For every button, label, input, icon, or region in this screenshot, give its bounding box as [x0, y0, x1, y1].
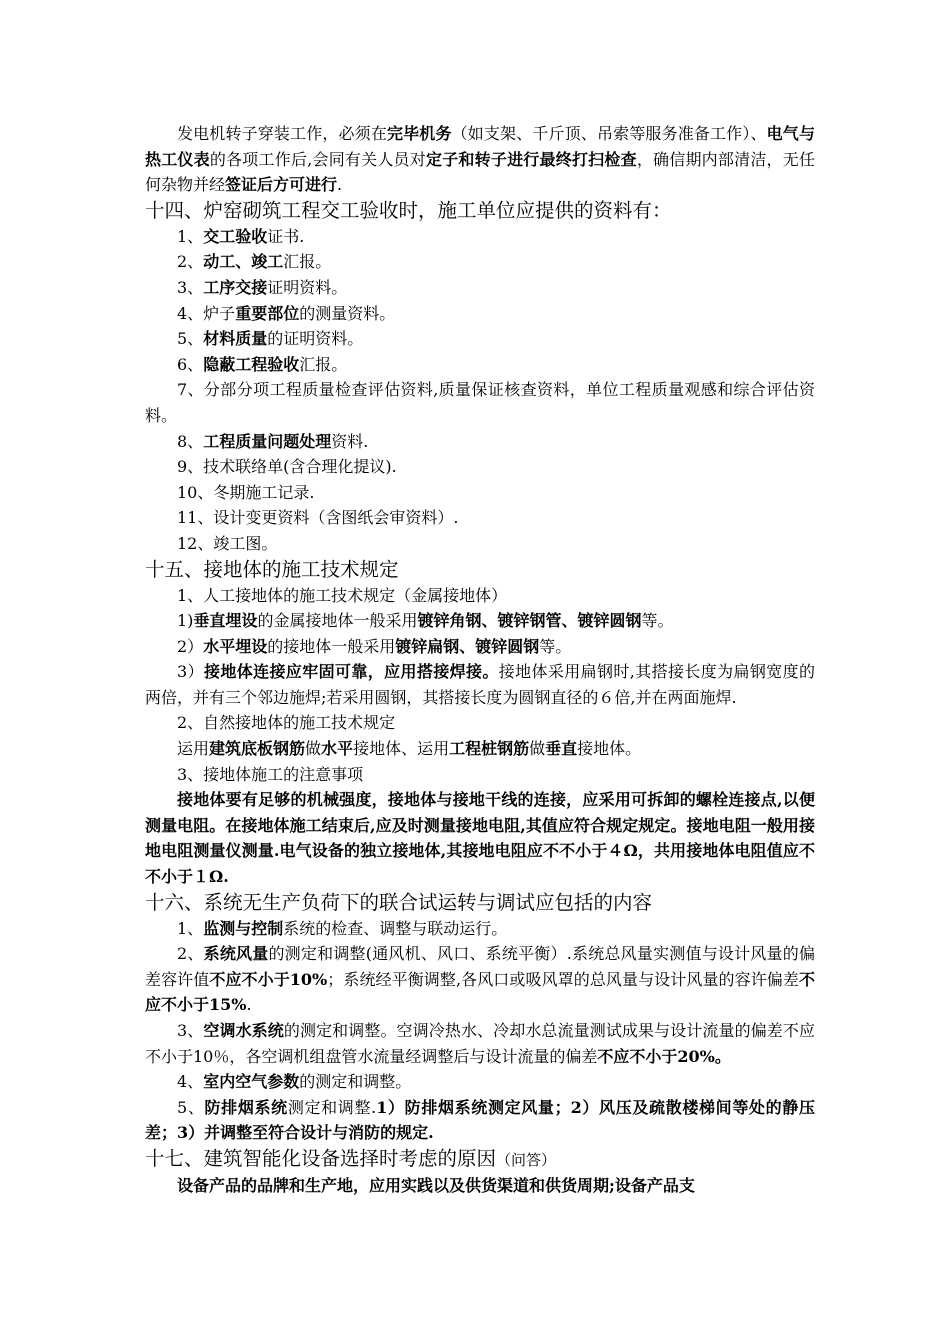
- paragraph-generator-rotor: [145, 121, 815, 198]
- list-item-16-3: 3、空调水系统的测定和调整。空调冷热水、冷却水总流量测试成果与设计流量的偏差不应不小于10％，各空调机组盘管水流量经调整后与设计流量的偏差不应不小于20%。: [145, 1021, 815, 1066]
- list-item-15-1-3: 3）接地体连接应牢固可靠，应用搭接焊接。接地体采用扁钢时,其搭接长度为扁钢宽度的两倍，并有三个邻边施焊;若采用圆钢，其搭接长度为圆钢直径的６倍,并在两面施焊.: [145, 662, 815, 707]
- heading-section-17: 十七、建筑智能化设备选择时考虑的原因（问答）: [145, 1146, 557, 1170]
- text: .: [337, 175, 343, 195]
- subheading-15-2: 2、自然接地体的施工技术规定: [177, 713, 396, 733]
- heading-section-16: 十六、系统无生产负荷下的联合试运转与调试应包括的内容: [145, 890, 653, 914]
- list-item-16-5: 5、防排烟系统测定和调整.1）防排烟系统测定风量；2）风压及疏散楼梯间等处的静压差；3）并调整至符合设计与消防的规定.: [145, 1097, 815, 1143]
- list-item-14-3: 3、工序交接证明资料。: [177, 277, 348, 297]
- list-item-14-5: 5、材料质量的证明资料。: [177, 329, 364, 349]
- list-item-14-4: 4、炉子重要部位的测量资料。: [177, 303, 396, 323]
- heading-section-14: 十四、炉窑砌筑工程交工验收时，施工单位应提供的资料有：: [145, 198, 672, 222]
- list-item-16-2: 2、系统风量的测定和调整(通风机、风口、系统平衡）.系统总风量实测值与设计风量的偏差容许值不应不小于10%；系统经平衡调整,各风口或吸风罩的总风量与设计风量的容许偏差不应不小于15%.: [145, 944, 815, 1015]
- text: 发电机转子穿装工作，必须在: [177, 124, 387, 143]
- list-item-14-9: 9、技术联络单(含合理化提议).: [177, 457, 397, 477]
- paragraph-15-2: 运用建筑底板钢筋做水平接地体、运用工程桩钢筋做垂直接地体。: [177, 739, 642, 759]
- text-bold: 定子和转子进行最终打扫检查: [426, 149, 637, 169]
- text: （如支架、千斤顶、吊索等服务准备工作）、: [451, 124, 767, 143]
- list-item-16-1: 1、监测与控制系统的检查、调整与联动运行。: [177, 918, 508, 938]
- list-item-14-2: 2、动工、竣工汇报。: [177, 252, 332, 272]
- list-item-14-12: 12、竣工图。: [177, 533, 278, 553]
- heading-section-15: 十五、接地体的施工技术规定: [145, 557, 399, 581]
- subheading-15-1: 1、人工接地体的施工技术规定（金属接地体）: [177, 585, 508, 605]
- text-bold: 完毕机务: [386, 124, 452, 143]
- list-item-14-1: 1、交工验收证书.: [177, 226, 305, 246]
- paragraph-17: 设备产品的品牌和生产地，应用实践以及供货渠道和供货周期;设备产品支: [177, 1175, 695, 1195]
- list-item-14-8: 8、工程质量问题处理资料.: [177, 431, 369, 451]
- list-item-14-10: 10、冬期施工记录.: [177, 482, 315, 502]
- list-item-16-4: 4、室内空气参数的测定和调整。: [177, 1072, 412, 1092]
- subheading-15-3: 3、接地体施工的注意事项: [177, 764, 364, 784]
- paragraph-15-3: 接地体要有足够的机械强度，接地体与接地干线的连接，应采用可拆卸的螺栓连接点,以便测量电阻。在接地体施工结束后,应及时测量接地电阻,其值应符合规定规定。接地电阻一般用接地电阻测量仪测量.电气设备的独立接地体,其接地电阻应不不小于４Ω，共用接地体电阻值应不不小于１Ω.: [145, 790, 815, 887]
- document-page: [145, 121, 815, 1199]
- text: 的各项工作后,会同有关人员对: [209, 149, 426, 169]
- list-item-15-1-1: 1)垂直埋设的金属接地体一般采用镀锌角钢、镀锌钢管、镀锌圆钢等。: [177, 611, 674, 631]
- text-bold: 签证后方可进行: [225, 175, 338, 195]
- list-item-15-1-2: 2）水平埋设的接地体一般采用镀锌扁钢、镀锌圆钢等。: [177, 636, 572, 656]
- list-item-14-11: 11、设计变更资料（含图纸会审资料）.: [177, 508, 459, 528]
- list-item-14-7: 7、分部分项工程质量检查评估资料,质量保证核查资料，单位工程质量观感和综合评估资料。: [145, 380, 815, 425]
- list-item-14-6: 6、隐蔽工程验收汇报。: [177, 354, 348, 374]
- text: ，确信期内部清洁，无任何杂物并经: [145, 149, 815, 195]
- text-bold: 电气与热工仪表: [145, 124, 815, 169]
